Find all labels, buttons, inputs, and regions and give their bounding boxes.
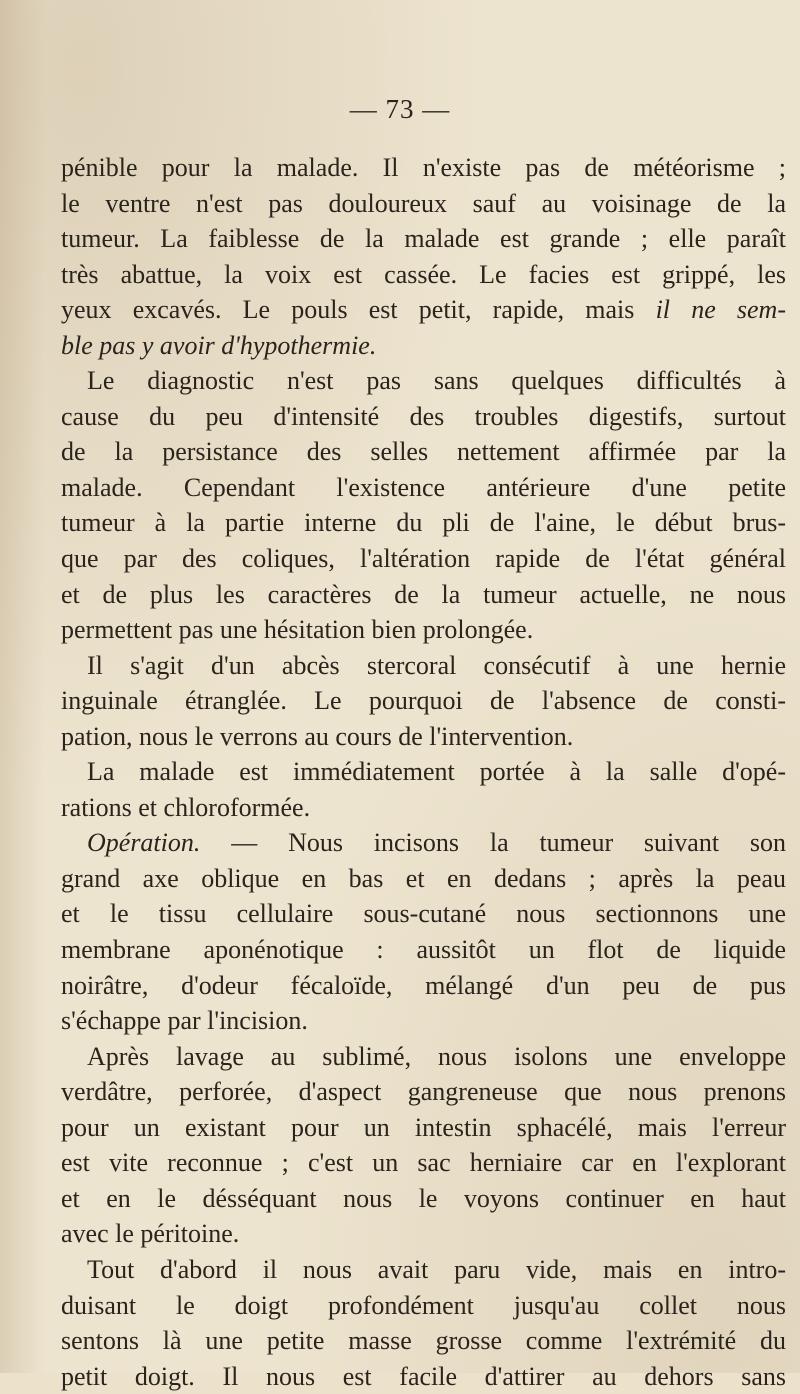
body-text bbox=[61, 150, 786, 1394]
text-line: pénible pour la malade. Il n'existe pas de météorisme ; bbox=[61, 153, 786, 182]
italic-phrase: il ne sem- bbox=[655, 295, 786, 325]
text-fragment: — Nous incisons la tumeur suivant son bbox=[231, 828, 786, 858]
text-line: sentons là une petite masse grosse comme l'extrémité du bbox=[61, 1326, 786, 1356]
text-line: pation, nous le verrons au cours de l'intervention. bbox=[61, 721, 574, 751]
text-line: permettent pas une hésitation bien prolongée. bbox=[61, 615, 534, 645]
text-line: et de plus les caractères de la tumeur actuelle, ne nous bbox=[61, 579, 786, 609]
text-line: tumeur. La faiblesse de la malade est grande ; elle paraît bbox=[61, 224, 786, 254]
text-line: et en le désséquant nous le voyons continuer en haut bbox=[61, 1183, 786, 1213]
text-line: s'échappe par l'incision. bbox=[61, 1006, 308, 1036]
text-line: et le tissu cellulaire sous-cutané nous sectionnons une bbox=[61, 899, 786, 929]
text-line: petit doigt. Il nous est facile d'attirer au dehors sans bbox=[61, 1361, 786, 1391]
text-line: rations et chloroformée. bbox=[61, 792, 311, 822]
text-line: membrane aponénotique : aussitôt un flot de liquide bbox=[61, 935, 786, 965]
text-line: pour un existant pour un intestin sphacélé, mais l'erreur bbox=[61, 1112, 786, 1142]
text-line: avec le péritoine. bbox=[61, 1219, 240, 1249]
text-line: inguinale étranglée. Le pourquoi de l'absence de consti- bbox=[61, 686, 786, 716]
section-heading-operation: Opération. bbox=[87, 828, 201, 858]
paragraph-start bbox=[61, 825, 786, 861]
text-line: grand axe oblique en bas et en dedans ; après la peau bbox=[61, 863, 786, 893]
text-line: cause du peu d'intensité des troubles digestifs, surtout bbox=[61, 401, 786, 431]
paragraph-start: Après lavage au sublimé, nous isolons une enveloppe bbox=[87, 1041, 786, 1071]
text-line bbox=[61, 328, 786, 364]
text-line: duisant le doigt profondément jusqu'au collet nous bbox=[61, 1290, 786, 1320]
text-line: très abattue, la voix est cassée. Le facies est grippé, les bbox=[61, 259, 786, 289]
text-line: malade. Cependant l'existence antérieure d'une petite bbox=[61, 472, 786, 502]
text-line: verdâtre, perforée, d'aspect gangreneuse que nous prenons bbox=[61, 1077, 786, 1107]
italic-phrase: ble pas y avoir d'hypothermie. bbox=[61, 330, 377, 360]
text-line: est vite reconnue ; c'est un sac herniaire car en l'explorant bbox=[61, 1148, 786, 1178]
text-line: le ventre n'est pas douloureux sauf au voisinage de la bbox=[61, 188, 786, 218]
paragraph-start: Tout d'abord il nous avait paru vide, mais en intro- bbox=[87, 1254, 786, 1284]
text-line: de la persistance des selles nettement affirmée par la bbox=[61, 437, 786, 467]
text-line: tumeur à la partie interne du pli de l'aine, le début brus- bbox=[61, 508, 786, 538]
paragraph-start: La malade est immédiatement portée à la salle d'opé- bbox=[87, 757, 786, 787]
text-line: que par des coliques, l'altération rapide de l'état général bbox=[61, 544, 786, 574]
text-fragment: yeux excavés. Le pouls est petit, rapide, mais bbox=[61, 295, 635, 325]
page-number: — 73 — bbox=[349, 94, 451, 124]
paragraph-start: Le diagnostic n'est pas sans quelques difficultés à bbox=[87, 366, 786, 396]
text-line bbox=[61, 292, 786, 328]
paragraph-start: Il s'agit d'un abcès stercoral consécutif à une hernie bbox=[87, 650, 786, 680]
text-line: noirâtre, d'odeur fécaloïde, mélangé d'un peu de pus bbox=[61, 970, 786, 1000]
